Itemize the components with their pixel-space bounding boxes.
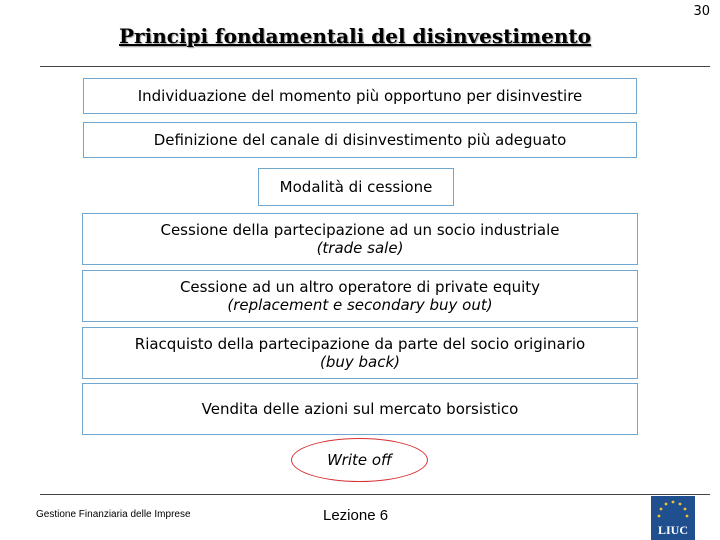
step-box-modalities: [258, 168, 454, 206]
step-box-timing: [83, 78, 637, 114]
option-box-buy-back: [82, 327, 638, 379]
option-box-ipo: [82, 383, 638, 435]
step-box-modalities-text: Modalità di cessione: [279, 178, 433, 196]
bottom-divider: [40, 494, 710, 495]
step-box-channel: [83, 122, 637, 158]
write-off-text: Write off: [327, 451, 392, 469]
top-divider: [40, 66, 710, 67]
option-trade-sale-italic: (trade sale): [316, 239, 404, 257]
step-box-timing-text: Individuazione del momento più opportuno per disinvestire: [137, 87, 583, 105]
option-ipo-text: Vendita delle azioni sul mercato borsistico: [201, 400, 519, 418]
option-buy-back-text: Riacquisto della partecipazione da parte del socio originario: [134, 335, 586, 353]
option-trade-sale-text: Cessione della partecipazione ad un socio industriale: [160, 221, 560, 239]
option-box-replacement: [82, 270, 638, 322]
liuc-logo-icon: [651, 496, 695, 540]
option-replacement-italic: (replacement e secondary buy out): [227, 296, 493, 314]
footer-lesson: Lezione 6: [323, 507, 389, 524]
step-box-channel-text: Definizione del canale di disinvestimento più adeguato: [153, 131, 567, 149]
page-number: 30: [693, 4, 710, 19]
write-off-oval: [291, 438, 428, 482]
logo-text: LIUC: [657, 523, 689, 537]
option-box-trade-sale: [82, 213, 638, 265]
option-buy-back-italic: (buy back): [319, 353, 401, 371]
slide-title: Principi fondamentali del disinvestimento: [119, 24, 591, 48]
option-replacement-text: Cessione ad un altro operatore di private equity: [179, 278, 541, 296]
footer-course: Gestione Finanziaria delle Imprese: [36, 509, 191, 520]
